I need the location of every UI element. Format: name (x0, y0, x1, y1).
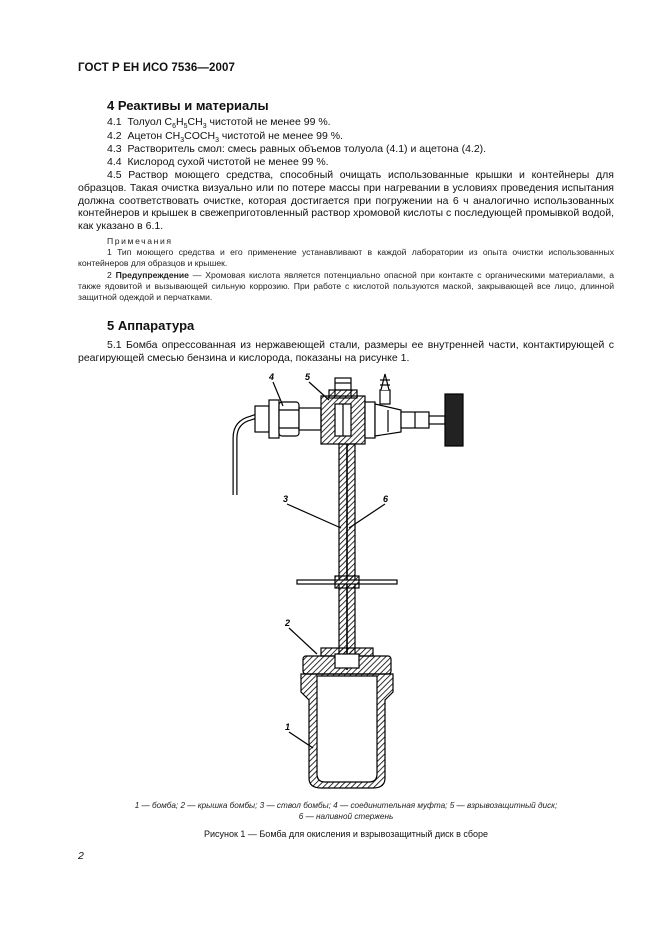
figure-label-6: 6 (383, 494, 389, 504)
note-1: 1 Тип моющего средства и его применение устанавливают в каждой лаборатории из опыта очистки использованных контейнеров для образцов и крышек. (78, 247, 614, 269)
notes-title: Примечания (107, 236, 173, 246)
item-4-5: 4.5 Раствор моющего средства, способный очищать использованные крышки и контейнеры для образцов. Такая очистка визуально или по потере массы при нагревании в условиях проведения испытания должна соответствовать очистке, которая достигается при погружении на 6 ч аналогично использованных контейнеров и крышек в свежеприготовленный раствор хромовой кислоты с последующей промывкой водой, как указано в 6.1. (78, 169, 614, 233)
section-4-title: 4 Реактивы и материалы (107, 98, 269, 113)
item-4-1: 4.1 Толуол $C_6H_5CH_3$ чистотой не менее 99 %. (107, 116, 331, 131)
figure-label-4: 4 (269, 372, 275, 382)
item-4-2: 4.2 Ацетон $CH_3COCH_3$ чистотой не менее 99 %. (107, 130, 343, 145)
figure-label-2: 2 (285, 618, 291, 628)
figure-caption: Рисунок 1 — Бомба для окисления и взрывозащитный диск в сборе (203, 829, 489, 839)
item-4-3: 4.3 Растворитель смол: смесь равных объемов толуола (4.1) и ацетона (4.2). (107, 143, 487, 155)
item-5-1: 5.1 Бомба опрессованная из нержавеющей стали, размеры ее внутренней части, контактирующей с реагирующей смесью бензина и кислорода, показаны на рисунке 1. (78, 339, 614, 364)
page-number: 2 (78, 850, 84, 862)
figure-label-5: 5 (305, 372, 311, 382)
section-5-title: 5 Аппаратура (107, 318, 195, 333)
figure-label-1: 1 (285, 722, 291, 732)
note-2: 2 Предупреждение — Хромовая кислота является потенциально опасной при контакте с органическими материалами, а также ядовитой и вызывающей сильную коррозию. При работе с кислотой пользуются маской, закрывающей все лицо, длинной защитной одеждой и перчатками. (78, 270, 614, 303)
document-header: ГОСТ Р ЕН ИСО 7536—2007 (78, 62, 235, 74)
item-4-4: 4.4 Кислород сухой чистотой не менее 99 %. (107, 156, 329, 168)
figure-legend-line-2: 6 — наливной стержень (298, 812, 394, 821)
figure-label-3: 3 (283, 494, 289, 504)
figure-bomb-drawing (225, 370, 475, 800)
figure-legend-line-1: 1 — бомба; 2 — крышка бомбы; 3 — ствол бомбы; 4 — соединительная муфта; 5 — взрывозащитный диск; (134, 801, 558, 810)
